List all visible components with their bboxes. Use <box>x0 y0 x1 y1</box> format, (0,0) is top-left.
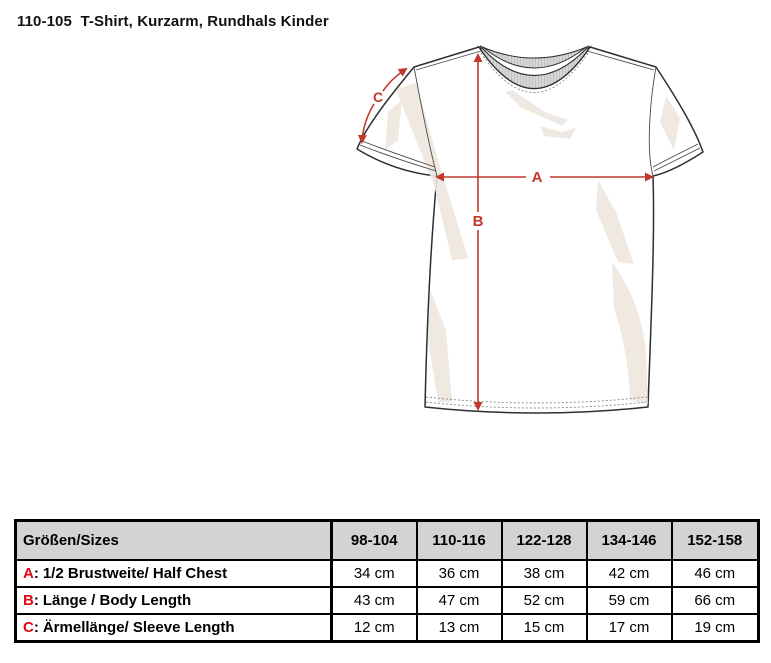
letter-separator: : <box>33 592 39 609</box>
value-cell: 66 cm <box>672 587 759 614</box>
value-cell: 17 cm <box>587 614 672 642</box>
value-cell: 46 cm <box>672 560 759 587</box>
size-table-header-label: Größen/Sizes <box>16 521 332 561</box>
table-row-body-length <box>16 587 759 614</box>
value-cell: 12 cm <box>332 614 417 642</box>
measure-letter-b: B <box>23 592 34 609</box>
row-label-text: Länge / Body Length <box>42 592 192 609</box>
value-cell: 15 cm <box>502 614 587 642</box>
size-column-header-3: 122-128 <box>502 521 587 561</box>
value-cell: 19 cm <box>672 614 759 642</box>
size-column-header-4: 134-146 <box>587 521 672 561</box>
size-table <box>14 519 760 643</box>
value-cell: 42 cm <box>587 560 672 587</box>
measure-letter-c: C <box>23 619 34 636</box>
value-cell: 52 cm <box>502 587 587 614</box>
row-label-body-length <box>16 587 332 614</box>
value-cell: 13 cm <box>417 614 502 642</box>
size-column-header-5: 152-158 <box>672 521 759 561</box>
value-cell: 38 cm <box>502 560 587 587</box>
letter-separator: : <box>33 619 39 636</box>
measure-label-c: C <box>372 89 384 105</box>
value-cell: 59 cm <box>587 587 672 614</box>
letter-separator: : <box>33 565 39 582</box>
tshirt-measurement-diagram <box>330 25 730 455</box>
size-column-header-1: 98-104 <box>332 521 417 561</box>
value-cell: 43 cm <box>332 587 417 614</box>
table-row-sleeve-length <box>16 614 759 642</box>
row-label-half-chest <box>16 560 332 587</box>
measure-label-b: B <box>472 213 484 230</box>
value-cell: 36 cm <box>417 560 502 587</box>
row-label-text: Ärmellänge/ Sleeve Length <box>42 619 235 636</box>
value-cell: 47 cm <box>417 587 502 614</box>
table-row-half-chest <box>16 560 759 587</box>
value-cell: 34 cm <box>332 560 417 587</box>
page-title: 110-105 T-Shirt, Kurzarm, Rundhals Kinder <box>17 13 329 30</box>
row-label-sleeve-length <box>16 614 332 642</box>
row-label-text: 1/2 Brustweite/ Half Chest <box>42 565 228 582</box>
measure-letter-a: A <box>23 565 34 582</box>
size-column-header-2: 110-116 <box>417 521 502 561</box>
size-table-header-row <box>16 521 759 561</box>
measure-label-a: A <box>531 169 543 186</box>
